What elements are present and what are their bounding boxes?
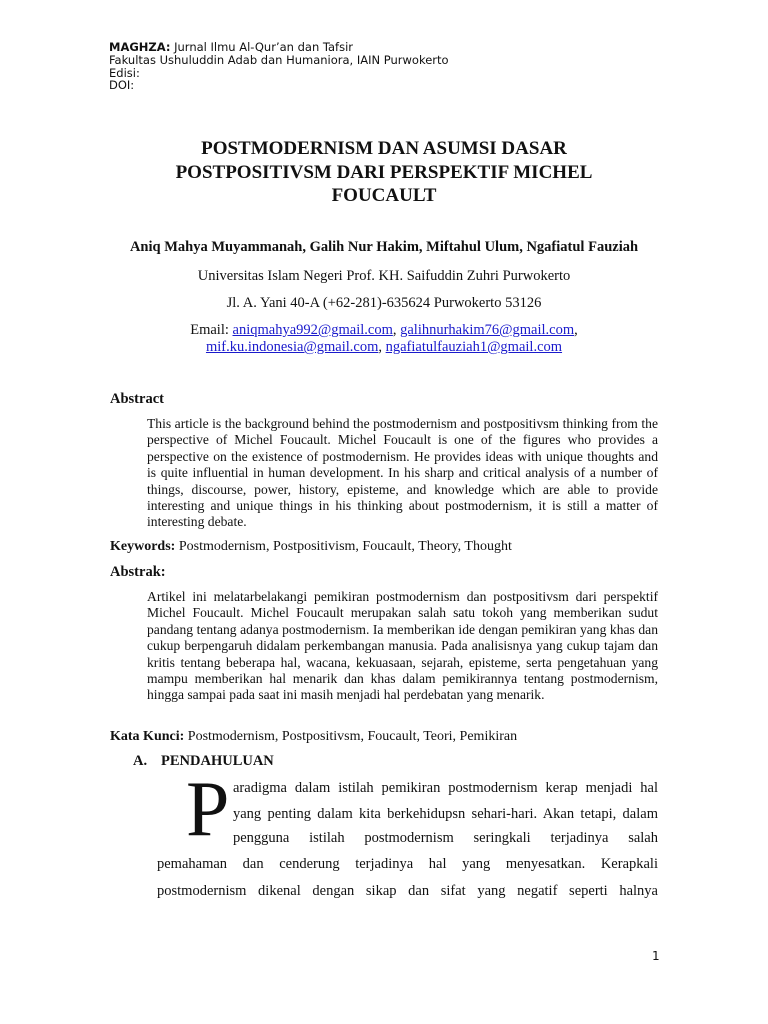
drop-cap: P — [186, 765, 230, 852]
email-trailing-comma: , — [574, 322, 578, 338]
journal-line — [109, 41, 449, 54]
keywords-label: Keywords: — [110, 539, 176, 554]
abstrak-text: Artikel ini melatarbelakangi pemikiran postmodernism dan postpositivsm dari perspektif Michel Foucault. Michel Foucault merupakan salah satu tokoh yang memberikan sudut pandang tentang adanya postmodernism. Ia memberikan ide dengan pemikiran yang khas dan cukup berpengaruh didalam perkembangan manusia. Pada analisisnya yang cukup tajam dan kritis tentang beberapa hal, wacana, kekuasaan, sejarah, episteme, serta pengetahuan yang mampu memberikan hal menarik dan khas dalam pemikirannya tentang postmodernism, hingga sampai pada saat ini masih menjadi hal perdebatan yang menarik. — [147, 589, 658, 703]
paper-title — [110, 137, 658, 208]
paragraph-line: yang penting dalam kita berkehidupsn sehari-hari. Akan tetapi, dalam — [233, 806, 658, 822]
email-separator: , — [378, 339, 386, 355]
kata-kunci-label: Kata Kunci: — [110, 729, 185, 744]
author-list: Aniq Mahya Muyammanah, Galih Nur Hakim, Miftahul Ulum, Ngafiatul Fauziah — [129, 239, 639, 255]
email-link-2[interactable]: galihnurhakim76@gmail.com — [400, 322, 575, 338]
paragraph-line: pemahaman dan cenderung terjadinya hal yang menyesatkan. Kerapkali — [157, 856, 658, 872]
kata-kunci-text: Postmodernism, Postpositivsm, Foucault, Teori, Pemikiran — [184, 729, 518, 744]
abstract-heading: Abstract — [110, 391, 164, 407]
section-title: PENDAHULUAN — [161, 753, 274, 769]
title-line-2: POSTPOSITIVSM DARI PERSPEKTIF MICHEL — [175, 161, 593, 183]
email-separator: , — [392, 322, 401, 338]
address: Jl. A. Yani 40-A (+62-281)-635624 Purwokerto 53126 — [226, 295, 542, 311]
faculty-line: Fakultas Ushuluddin Adab dan Humaniora, IAIN Purwokerto — [109, 52, 449, 67]
page-number: 1 — [652, 949, 660, 963]
email-block — [110, 322, 658, 356]
affiliation: Universitas Islam Negeri Prof. KH. Saifuddin Zuhri Purwokerto — [197, 268, 571, 284]
kata-kunci — [110, 729, 517, 745]
journal-name: MAGHZA: — [109, 40, 171, 54]
paragraph-line: pengguna istilah postmodernism seringkali terjadinya salah — [233, 830, 658, 846]
section-number: A. — [133, 753, 148, 769]
email-line-2 — [110, 339, 658, 356]
abstrak-heading: Abstrak: — [110, 564, 166, 580]
email-link-1[interactable]: aniqmahya992@gmail.com — [232, 322, 393, 338]
edition-line: Edisi: — [109, 65, 140, 80]
abstract-text: This article is the background behind the postmodernism and postpositivsm thinking from the perspective of Michel Foucault. Michel Foucault is one of the figures who provides a perspective on the existence of postmodernism. He provides ideas with unique thoughts and is quite influential in human development. In his sharp and critical analysis of a number of things, discourse, power, history, episteme, and knowledge which are able to provide interesting and unique things in his thinking about postmodernism, it is still a matter of interesting debate. — [147, 416, 658, 530]
journal-header — [109, 41, 449, 92]
paragraph-line: aradigma dalam istilah pemikiran postmodernism kerap menjadi hal — [233, 780, 658, 796]
title-line-3: FOUCAULT — [331, 185, 437, 206]
doi-line: DOI: — [109, 78, 135, 93]
paragraph-line: postmodernism dikenal dengan sikap dan sifat yang negatif seperti halnya — [157, 883, 658, 899]
title-line-1: POSTMODERNISM DAN ASUMSI DASAR — [201, 138, 567, 159]
keywords-text: Postmodernism, Postpositivism, Foucault, Theory, Thought — [175, 539, 512, 554]
email-label: Email: — [190, 322, 233, 338]
journal-subtitle: Jurnal Ilmu Al-Qur’an dan Tafsir — [170, 40, 354, 54]
email-link-4[interactable]: ngafiatulfauziah1@gmail.com — [385, 339, 563, 355]
email-link-3[interactable]: mif.ku.indonesia@gmail.com — [205, 339, 379, 355]
keywords — [110, 539, 512, 555]
email-line-1 — [110, 322, 658, 339]
